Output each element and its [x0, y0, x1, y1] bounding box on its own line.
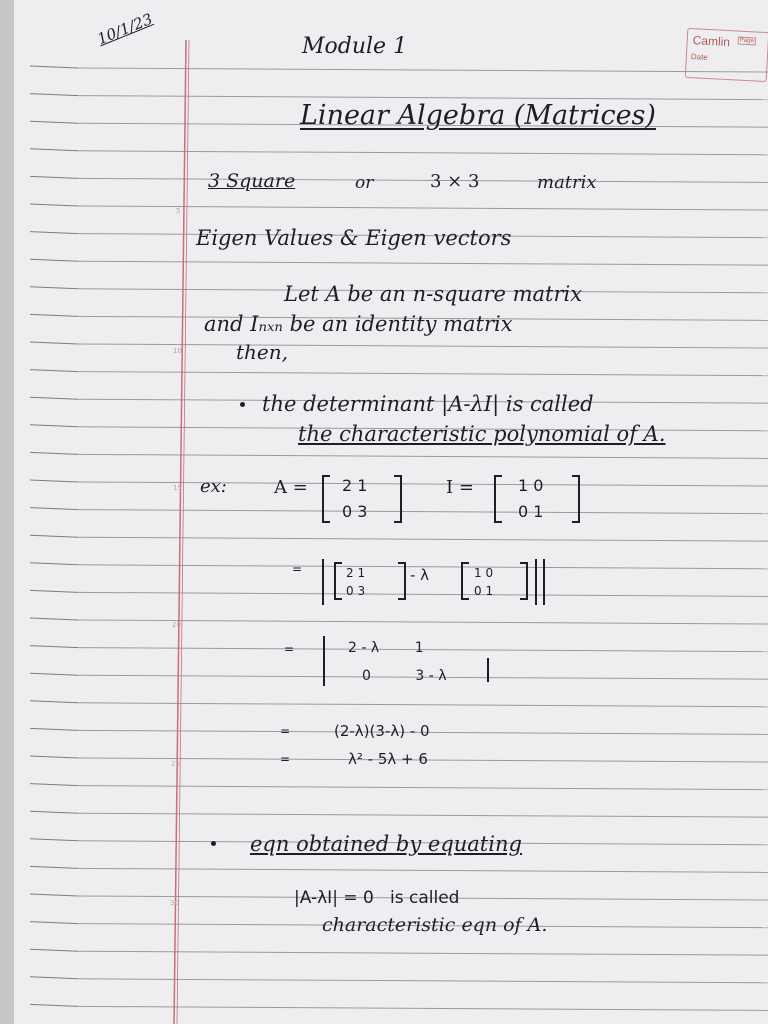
bullet2-line-1: eqn obtained by equating — [250, 832, 522, 856]
step2-row-1: 2 - λ 1 — [348, 640, 424, 656]
matrix-a-row-2: 0 3 — [342, 502, 368, 521]
line-number: 20 — [172, 621, 181, 629]
step1-matrix-2-row-1: 1 0 — [474, 566, 494, 580]
line-number: 30 — [170, 899, 179, 907]
intro-line-2: and Iₙₓₙ be an identity matrix — [204, 312, 513, 336]
page-heading: Linear Algebra (Matrices) — [300, 100, 656, 131]
matrix-i-row-2: 0 1 — [518, 502, 544, 521]
brand-name: Camlin — [692, 33, 731, 50]
module-title: Module 1 — [302, 34, 408, 59]
step1-equals: = — [292, 562, 303, 576]
matrix-i-label: I = — [446, 477, 474, 498]
bullet2-line-2: |A-λI| = 0 is called — [294, 888, 460, 908]
line-number: 5 — [176, 207, 181, 215]
matrix-a-label: A = — [274, 477, 308, 498]
intro-line-3: then, — [236, 340, 288, 364]
example-label: ex: — [200, 476, 227, 497]
step1-matrix-2-row-2: 0 1 — [474, 584, 494, 598]
topic-left: 3 Square — [208, 170, 296, 192]
bullet-point — [211, 841, 216, 846]
step2-row-2: 0 3 - λ — [362, 668, 447, 684]
intro-line-1: Let A be an n-square matrix — [284, 282, 583, 306]
brand-date-label: Date — [690, 52, 708, 62]
step1-brackets — [318, 555, 558, 609]
step3-equals: = — [280, 724, 291, 738]
bullet1-line-1: the determinant |A-λI| is called — [262, 392, 594, 416]
step3-expression: (2-λ)(3-λ) - 0 — [334, 722, 430, 740]
step4-expression: λ² - 5λ + 6 — [348, 750, 428, 768]
bullet2-line-3: characteristic eqn of A. — [322, 914, 548, 936]
step2-equals: = — [284, 642, 295, 656]
step4-equals: = — [280, 752, 291, 766]
step1-matrix-1-row-1: 2 1 — [346, 566, 366, 580]
step1-matrix-1-row-2: 0 3 — [346, 584, 366, 598]
matrix-i-row-1: 1 0 — [518, 476, 544, 495]
topic-size: 3 × 3 — [430, 171, 480, 192]
matrix-a-row-1: 2 1 — [342, 476, 368, 495]
notebook-brand-box — [685, 28, 768, 82]
brand-page-label: Page — [738, 37, 756, 46]
topic-mid: or — [355, 173, 374, 193]
line-number: 15 — [173, 484, 182, 492]
line-number: 25 — [171, 760, 180, 768]
step1-minus-lambda: - λ — [410, 566, 430, 584]
topic-right: matrix — [537, 172, 597, 193]
subtitle: Eigen Values & Eigen vectors — [196, 226, 512, 250]
bullet-point — [240, 402, 245, 407]
bullet1-line-2: the characteristic polynomial of A. — [298, 422, 666, 446]
page-date: 10/1/23 — [94, 9, 156, 49]
line-number: 10 — [173, 347, 182, 355]
